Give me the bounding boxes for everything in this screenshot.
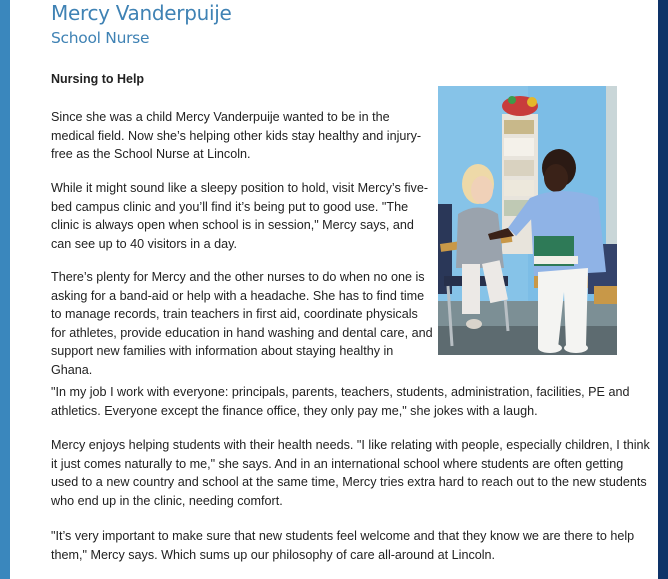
article-paragraph: While it might sound like a sleepy position to hold, visit Mercy’s five-bed campus clinic and you’ll find it’s being put to good use. "The clinic is always open when school is in session," Mercy says, and can see up to 40 visitors in a day.: [51, 181, 429, 251]
article-paragraph: "In my job I work with everyone: principals, parents, teachers, students, administration, facilities, PE and athletics. Everyone except the finance office, they only pay me," she jokes with a laugh.: [51, 385, 630, 418]
left-border-band: [0, 0, 10, 579]
right-border-band: [658, 0, 668, 579]
article-paragraph: Mercy enjoys helping students with their health needs. "I like relating with people, especially children, I think it just comes naturally to me," she says. And in an international school where students are often getting used to a new country and school at the same time, Mercy tries extra hard to reach out to the new students who end up in the clinic, needing comfort.: [51, 438, 650, 508]
article-paragraph: Since she was a child Mercy Vanderpuije wanted to be in the medical field. Now she’s helping other kids stay healthy and injury-free as the School Nurse at Lincoln.: [51, 110, 422, 162]
article-paragraph: There’s plenty for Mercy and the other nurses to do when no one is asking for a band-aid or help with a headache. She has to find time to manage records, train teachers in first aid, coordinate physicals for athletes, provide education in hand washing and dental care, and support new families with information about staying healthy in Ghana.: [51, 270, 433, 377]
article-paragraph: "It’s very important to make sure that new students feel welcome and that they know we are there to help them," Mercy says. Which sums up our philosophy of care all-around at Lincoln.: [51, 529, 635, 562]
profile-role: School Nurse: [51, 29, 150, 47]
nurse-photo: [438, 86, 617, 355]
profile-name: Mercy Vanderpuije: [51, 1, 232, 25]
photo-nurse-with-child-icon: [438, 86, 617, 355]
section-heading: Nursing to Help: [51, 72, 145, 86]
